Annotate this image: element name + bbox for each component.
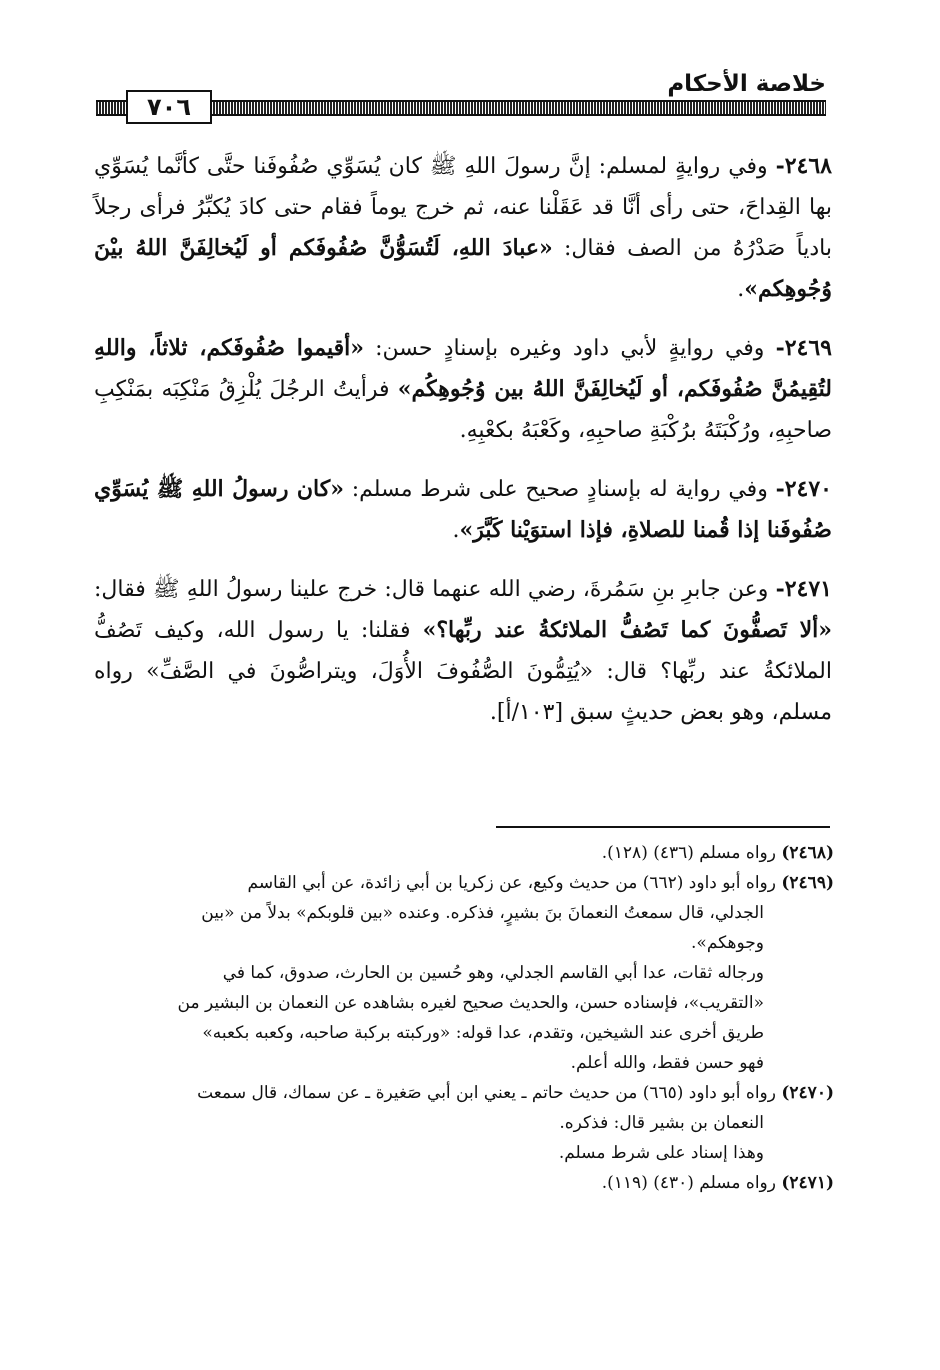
hadith-paragraph-2470 — [94, 469, 832, 551]
hadith-number: ٢٤٦٨- — [775, 153, 832, 179]
hadith-tail: فقلنا: يا رسول الله، وكيف تَصُفُّ الملائكةُ عند ربِّها؟ قال: «يُتِمُّونَ الصُّفُوفَ الأُوَلَ، ويتراصُّونَ في الصَّفِّ» رواه مسلم، وهو بعض حديثٍ سبق [١٠٣/أ]. — [94, 618, 832, 725]
footnote-line: الجدلي، قال سمعتُ النعمانَ بنَ بشيرٍ، فذكره. وعنده «بين قلوبكم» بدلاً من «بين — [201, 903, 764, 923]
hadith-lead: وفي رواية له بإسنادٍ صحيح على شرط مسلم: — [343, 477, 776, 502]
footnote-line — [96, 1168, 834, 1198]
footnote-line — [96, 1078, 834, 1108]
hadith-tail: . — [452, 518, 460, 543]
footnote-text: رواه أبو داود (٦٦٥) من حديث حاتم ـ يعني ابن أبي صَغيرة ـ عن سماك، قال سمعت — [197, 1083, 776, 1103]
footnote-2468 — [96, 838, 834, 868]
hadith-paragraph-2468 — [94, 146, 832, 310]
footnote-2471 — [96, 1168, 834, 1198]
main-text — [94, 146, 832, 751]
hadith-tail: . — [737, 277, 745, 302]
footnote-line: وهذا إسناد على شرط مسلم. — [558, 1143, 764, 1163]
hadith-tail: فرأيتُ الرجُلَ يُلْزِقُ مَنْكِبَه بمَنْكِبِ صاحبِهِ، ورُكْبَتَهُ برُكْبَةِ صاحبِهِ، وكَعْبَهُ بكعْبِهِ. — [94, 377, 832, 443]
footnote-separator — [496, 826, 830, 828]
footnote-ref: (٢٤٦٩) — [781, 873, 834, 893]
footnote-line: وجوهكم». — [691, 933, 764, 953]
hadith-number: ٢٤٧١- — [775, 576, 832, 602]
footnote-ref: (٢٤٧٠) — [781, 1083, 834, 1103]
hadith-lead: وعن جابرِ بنِ سَمُرةَ، رضي الله عنهما قال: خرج علينا رسولُ اللهِ ﷺ فقال: — [94, 577, 776, 602]
hadith-quote: «كان رسولُ اللهِ ﷺ يُسَوِّي صُفُوفَنا إذا قُمنا للصلاةِ، فإذا استوَيْنا كَبَّرَ» — [94, 476, 832, 543]
hadith-lead: وفي روايةٍ لأبي داود وغيره بإسنادٍ حسن: — [363, 336, 776, 361]
footnote-line: طريق أخرى عند الشيخين، وتقدم، عدا قوله: «وركبته بركبة صاحبه، وكعبه بكعبه» — [202, 1023, 764, 1043]
footnote-ref: (٢٤٧١) — [781, 1173, 834, 1193]
book-title: خلاصة الأحكام — [667, 71, 826, 97]
page-header — [96, 64, 826, 124]
footnotes — [96, 838, 834, 1198]
hadith-paragraph-2469 — [94, 328, 832, 451]
hadith-paragraph-2471 — [94, 569, 832, 733]
footnote-line: النعمان بن بشير قال: فذكره. — [559, 1113, 764, 1133]
footnote-text: رواه أبو داود (٦٦٢) من حديث وكيع، عن زكريا بن أبي زائدة، عن أبي القاسم — [247, 873, 776, 893]
page-number: ٧٠٦ — [126, 90, 212, 124]
footnote-line — [96, 838, 834, 868]
hadith-quote: «أقيموا صُفُوفَكم، ثلاثاً، واللهِ لتُقِيمُنَّ صُفُوفَكم، أو لَيُخالِفَنَّ اللهُ بين وُجُوهِكُم» — [94, 335, 832, 402]
footnote-line: فهو حسن فقط، والله أعلم. — [570, 1053, 764, 1073]
footnote-line: ورجاله ثقات، عدا أبي القاسم الجدلي، وهو حُسين بن الحارث، صدوق، كما في — [222, 963, 764, 983]
footnote-ref: (٢٤٦٨) — [781, 843, 834, 863]
hadith-number: ٢٤٧٠- — [775, 476, 832, 502]
footnote-line: «التقريب»، فإسناده حسن، والحديث صحيح لغيره بشاهده عن النعمان بن البشير من — [177, 993, 764, 1013]
hadith-quote: «ألا تَصفُّونَ كما تَصُفُّ الملائكةُ عند ربِّها؟» — [422, 617, 832, 643]
footnote-text: رواه مسلم (٤٣٦) (١٢٨). — [601, 843, 776, 863]
footnote-text: رواه مسلم (٤٣٠) (١١٩). — [601, 1173, 776, 1193]
hadith-number: ٢٤٦٩- — [775, 335, 832, 361]
footnote-2469 — [96, 868, 834, 1078]
hadith-quote: «عبادَ اللهِ، لَتُسَوُّنَّ صُفُوفَكم أو لَيُخالِفَنَّ اللهُ بيْنَ وُجُوهِكم» — [94, 235, 832, 302]
footnote-line — [96, 868, 834, 898]
hadith-lead: وفي روايةٍ لمسلم: إنَّ رسولَ اللهِ ﷺ كان يُسَوِّي صُفُوفَنا حتَّى كأنَّما يُسَوِّي بها القِداحَ، حتى رأى أنَّا قد عَقَلْنا عنه، ثم خرج يوماً فقام حتى كادَ يُكبِّرُ فرأى رجلاً بادياً صَدْرُهُ من الصف فقال: — [94, 154, 832, 261]
footnote-2470 — [96, 1078, 834, 1168]
